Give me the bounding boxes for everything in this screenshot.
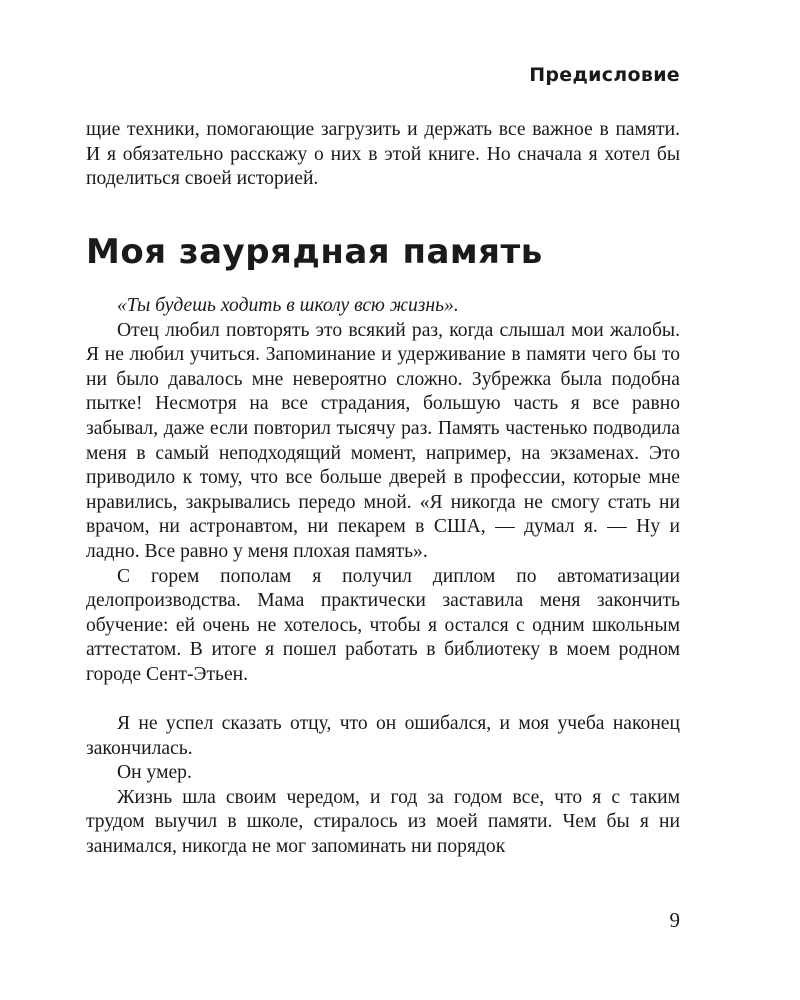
chapter-body xyxy=(86,294,680,860)
paragraph: Я не успел сказать отцу, что он ошибался, и моя учеба наконец закончилась. xyxy=(86,713,680,759)
paragraph: Отец любил повторять это всякий раз, когда слышал мои жалобы. Я не любил учиться. Запоминание и удерживание в памяти чего бы то ни было давалось мне невероятно сложно. Зубрежка была подобна пытке! Несмотря на все страдания, большую часть я все равно забывал, даже если повторил тысячу раз. Память частенько подводила меня в самый неподходящий момент, например, на экзаменах. Это приводило к тому, что все больше дверей в профессии, которые мне нравились, закрывались передо мной. «Я никогда не смогу стать ни врачом, ни астронавтом, ни пекарем в США, — думал я. — Ну и ладно. Все равно у меня плохая память». xyxy=(86,319,680,562)
paragraph: С горем пополам я получил диплом по автоматизации делопроизводства. Мама практически заставила меня закончить обучение: ей очень не хотелось, чтобы я остался с одним школьным аттестатом. В итоге я пошел работать в библиотеку в моем родном городе Сент-Этьен. xyxy=(86,565,680,685)
epigraph-quote: «Ты будешь ходить в школу всю жизнь». xyxy=(117,295,459,316)
chapter-title: Моя заурядная память xyxy=(86,232,543,272)
paragraph: Жизнь шла своим чередом, и год за годом все, что я с таким трудом выучил в школе, стиралось из моей памяти. Чем бы я ни занимался, никогда не мог запоминать ни порядок xyxy=(86,786,680,858)
book-page xyxy=(86,0,680,1000)
page-number: 9 xyxy=(669,908,680,932)
intro-paragraph: щие техники, помогающие загрузить и держать все важное в памяти. И я обязательно расскажу о них в этой книге. Но сначала я хотел бы поделиться своей историей. xyxy=(86,119,680,190)
section-gap xyxy=(86,688,680,713)
paragraph: Он умер. xyxy=(117,762,192,784)
running-header-title: Предисловие xyxy=(529,64,680,86)
